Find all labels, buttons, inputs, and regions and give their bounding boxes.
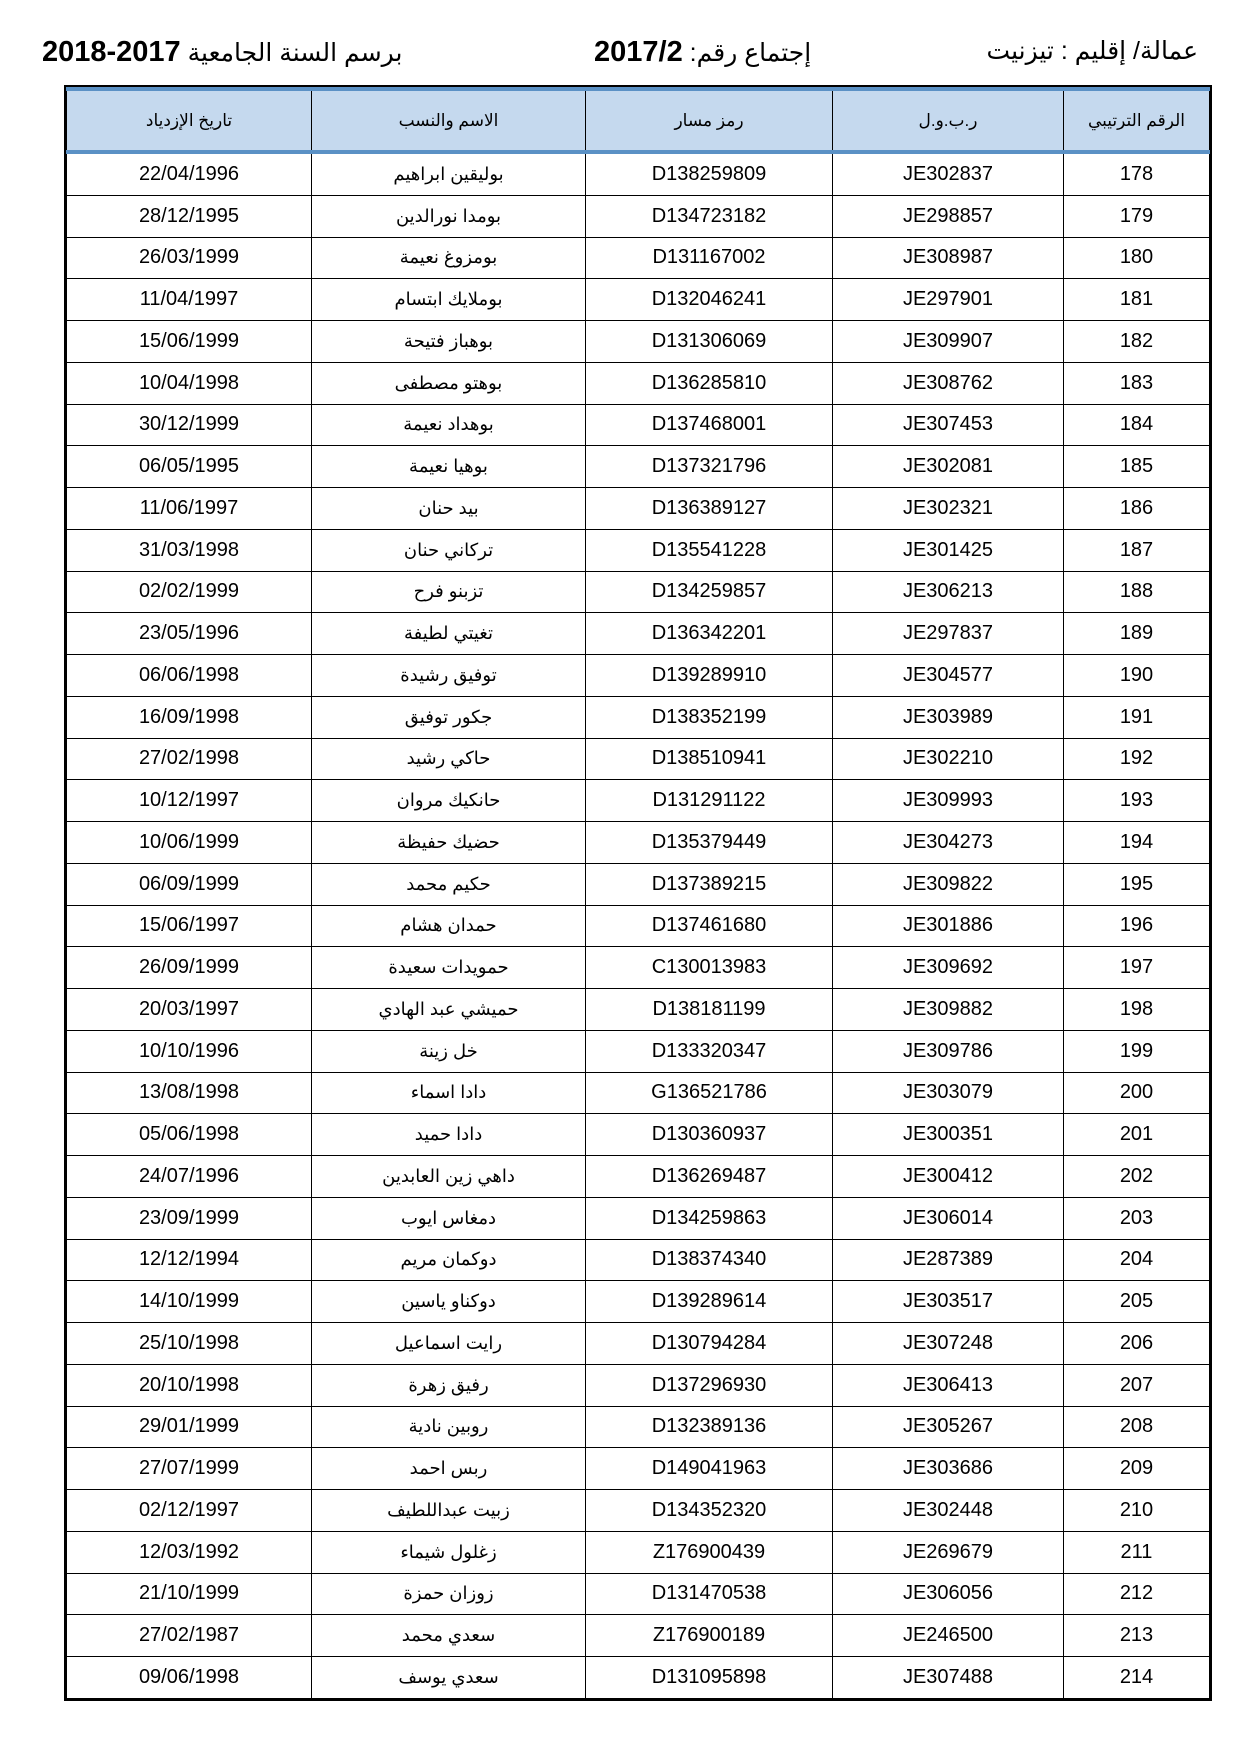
cell-full-name: دادا حميد bbox=[312, 1114, 586, 1156]
cell-serial: 190 bbox=[1064, 655, 1210, 697]
table-row bbox=[67, 152, 1210, 195]
cell-birth-date: 26/09/1999 bbox=[67, 947, 312, 989]
cell-birth-date: 27/07/1999 bbox=[67, 1448, 312, 1490]
cell-serial: 179 bbox=[1064, 195, 1210, 237]
cell-cne: JE309786 bbox=[833, 1030, 1064, 1072]
cell-massar-code: D138181199 bbox=[586, 989, 833, 1031]
cell-cne: JE307248 bbox=[833, 1323, 1064, 1365]
academic-year bbox=[42, 36, 402, 69]
table-row bbox=[67, 947, 1210, 989]
roster-table-container bbox=[64, 85, 1212, 1701]
cell-serial: 183 bbox=[1064, 362, 1210, 404]
column-header-full-name: الاسم والنسب bbox=[312, 89, 586, 152]
cell-birth-date: 23/05/1996 bbox=[67, 613, 312, 655]
table-row bbox=[67, 1657, 1210, 1699]
cell-serial: 194 bbox=[1064, 822, 1210, 864]
cell-cne: JE303989 bbox=[833, 696, 1064, 738]
cell-birth-date: 10/10/1996 bbox=[67, 1030, 312, 1072]
cell-full-name: بوهباز فتيحة bbox=[312, 321, 586, 363]
table-row bbox=[67, 989, 1210, 1031]
cell-full-name: تركاني حنان bbox=[312, 529, 586, 571]
cell-birth-date: 24/07/1996 bbox=[67, 1156, 312, 1198]
cell-massar-code: D137321796 bbox=[586, 446, 833, 488]
cell-serial: 184 bbox=[1064, 404, 1210, 446]
cell-massar-code: D136342201 bbox=[586, 613, 833, 655]
cell-massar-code: D137468001 bbox=[586, 404, 833, 446]
table-row bbox=[67, 696, 1210, 738]
cell-full-name: حضيك حفيظة bbox=[312, 822, 586, 864]
cell-serial: 180 bbox=[1064, 237, 1210, 279]
cell-birth-date: 28/12/1995 bbox=[67, 195, 312, 237]
cell-serial: 185 bbox=[1064, 446, 1210, 488]
table-row bbox=[67, 1490, 1210, 1532]
cell-birth-date: 11/04/1997 bbox=[67, 279, 312, 321]
academic-year-label: برسم السنة الجامعية bbox=[187, 39, 403, 67]
cell-serial: 204 bbox=[1064, 1239, 1210, 1281]
table-row bbox=[67, 905, 1210, 947]
cell-serial: 208 bbox=[1064, 1406, 1210, 1448]
cell-full-name: حاكي رشيد bbox=[312, 738, 586, 780]
table-row bbox=[67, 1156, 1210, 1198]
cell-serial: 189 bbox=[1064, 613, 1210, 655]
table-row bbox=[67, 738, 1210, 780]
cell-birth-date: 06/06/1998 bbox=[67, 655, 312, 697]
cell-massar-code: D131470538 bbox=[586, 1573, 833, 1615]
cell-full-name: توفيق رشيدة bbox=[312, 655, 586, 697]
table-row bbox=[67, 822, 1210, 864]
cell-serial: 206 bbox=[1064, 1323, 1210, 1365]
cell-cne: JE306014 bbox=[833, 1197, 1064, 1239]
cell-full-name: خل زينة bbox=[312, 1030, 586, 1072]
table-row bbox=[67, 1573, 1210, 1615]
table-row bbox=[67, 237, 1210, 279]
cell-full-name: بوهتو مصطفى bbox=[312, 362, 586, 404]
table-row bbox=[67, 655, 1210, 697]
cell-massar-code: D134259857 bbox=[586, 571, 833, 613]
cell-serial: 192 bbox=[1064, 738, 1210, 780]
cell-full-name: رفيق زهرة bbox=[312, 1364, 586, 1406]
cell-birth-date: 15/06/1999 bbox=[67, 321, 312, 363]
cell-massar-code: D136269487 bbox=[586, 1156, 833, 1198]
table-row bbox=[67, 488, 1210, 530]
table-row bbox=[67, 863, 1210, 905]
cell-birth-date: 29/01/1999 bbox=[67, 1406, 312, 1448]
cell-birth-date: 05/06/1998 bbox=[67, 1114, 312, 1156]
cell-serial: 202 bbox=[1064, 1156, 1210, 1198]
cell-massar-code: D139289910 bbox=[586, 655, 833, 697]
cell-full-name: زغلول شيماء bbox=[312, 1531, 586, 1573]
cell-full-name: حميشي عبد الهادي bbox=[312, 989, 586, 1031]
cell-serial: 181 bbox=[1064, 279, 1210, 321]
cell-full-name: زوزان حمزة bbox=[312, 1573, 586, 1615]
cell-birth-date: 26/03/1999 bbox=[67, 237, 312, 279]
cell-serial: 188 bbox=[1064, 571, 1210, 613]
column-header-serial: الرقم الترتيبي bbox=[1064, 89, 1210, 152]
cell-birth-date: 15/06/1997 bbox=[67, 905, 312, 947]
cell-full-name: سعدي محمد bbox=[312, 1615, 586, 1657]
cell-massar-code: D136285810 bbox=[586, 362, 833, 404]
table-header-row bbox=[67, 89, 1210, 152]
table-row bbox=[67, 1531, 1210, 1573]
cell-full-name: بوهداد نعيمة bbox=[312, 404, 586, 446]
cell-full-name: بيد حنان bbox=[312, 488, 586, 530]
meeting-number-value: 2017/2 bbox=[594, 36, 683, 68]
meeting-number-label: إجتماع رقم: bbox=[689, 39, 812, 67]
cell-cne: JE309822 bbox=[833, 863, 1064, 905]
cell-massar-code: D137389215 bbox=[586, 863, 833, 905]
cell-cne: JE303517 bbox=[833, 1281, 1064, 1323]
cell-full-name: حمويدات سعيدة bbox=[312, 947, 586, 989]
cell-serial: 182 bbox=[1064, 321, 1210, 363]
roster-table-body bbox=[67, 152, 1210, 1698]
cell-full-name: داهي زين العابدين bbox=[312, 1156, 586, 1198]
cell-serial: 210 bbox=[1064, 1490, 1210, 1532]
cell-massar-code: D135541228 bbox=[586, 529, 833, 571]
province-label: عمالة/ إقليم : تيزنيت bbox=[986, 37, 1198, 65]
table-row bbox=[67, 362, 1210, 404]
cell-cne: JE303079 bbox=[833, 1072, 1064, 1114]
cell-massar-code: G136521786 bbox=[586, 1072, 833, 1114]
table-row bbox=[67, 1615, 1210, 1657]
table-row bbox=[67, 1448, 1210, 1490]
cell-massar-code: D131291122 bbox=[586, 780, 833, 822]
cell-massar-code: Z176900439 bbox=[586, 1531, 833, 1573]
cell-birth-date: 14/10/1999 bbox=[67, 1281, 312, 1323]
cell-full-name: تزبنو فرح bbox=[312, 571, 586, 613]
cell-serial: 196 bbox=[1064, 905, 1210, 947]
cell-massar-code: D131095898 bbox=[586, 1657, 833, 1699]
cell-cne: JE302321 bbox=[833, 488, 1064, 530]
cell-serial: 201 bbox=[1064, 1114, 1210, 1156]
table-row bbox=[67, 1072, 1210, 1114]
table-row bbox=[67, 195, 1210, 237]
cell-massar-code: Z176900189 bbox=[586, 1615, 833, 1657]
cell-cne: JE303686 bbox=[833, 1448, 1064, 1490]
cell-full-name: جكور توفيق bbox=[312, 696, 586, 738]
cell-full-name: حانكيك مروان bbox=[312, 780, 586, 822]
table-row bbox=[67, 1030, 1210, 1072]
roster-table bbox=[66, 87, 1210, 1699]
cell-massar-code: D137296930 bbox=[586, 1364, 833, 1406]
cell-cne: JE298857 bbox=[833, 195, 1064, 237]
cell-birth-date: 20/03/1997 bbox=[67, 989, 312, 1031]
cell-massar-code: C130013983 bbox=[586, 947, 833, 989]
cell-birth-date: 10/12/1997 bbox=[67, 780, 312, 822]
cell-birth-date: 16/09/1998 bbox=[67, 696, 312, 738]
cell-birth-date: 06/05/1995 bbox=[67, 446, 312, 488]
cell-full-name: بوهيا نعيمة bbox=[312, 446, 586, 488]
cell-cne: JE306056 bbox=[833, 1573, 1064, 1615]
cell-birth-date: 06/09/1999 bbox=[67, 863, 312, 905]
cell-massar-code: D135379449 bbox=[586, 822, 833, 864]
cell-cne: JE269679 bbox=[833, 1531, 1064, 1573]
table-row bbox=[67, 1364, 1210, 1406]
cell-cne: JE301886 bbox=[833, 905, 1064, 947]
cell-serial: 212 bbox=[1064, 1573, 1210, 1615]
column-header-cne: ر.ب.و.ل bbox=[833, 89, 1064, 152]
cell-cne: JE302448 bbox=[833, 1490, 1064, 1532]
cell-cne: JE309692 bbox=[833, 947, 1064, 989]
cell-massar-code: D134352320 bbox=[586, 1490, 833, 1532]
cell-cne: JE309907 bbox=[833, 321, 1064, 363]
cell-full-name: بوليقين ابراهيم bbox=[312, 152, 586, 195]
cell-cne: JE308762 bbox=[833, 362, 1064, 404]
table-row bbox=[67, 780, 1210, 822]
cell-full-name: دمغاس ايوب bbox=[312, 1197, 586, 1239]
table-row bbox=[67, 1114, 1210, 1156]
cell-full-name: ربس احمد bbox=[312, 1448, 586, 1490]
cell-birth-date: 12/12/1994 bbox=[67, 1239, 312, 1281]
table-row bbox=[67, 1406, 1210, 1448]
table-row bbox=[67, 279, 1210, 321]
cell-serial: 213 bbox=[1064, 1615, 1210, 1657]
cell-massar-code: D131306069 bbox=[586, 321, 833, 363]
cell-massar-code: D139289614 bbox=[586, 1281, 833, 1323]
cell-serial: 191 bbox=[1064, 696, 1210, 738]
cell-full-name: بومزوغ نعيمة bbox=[312, 237, 586, 279]
table-row bbox=[67, 404, 1210, 446]
table-row bbox=[67, 1323, 1210, 1365]
cell-full-name: زبيت عبداللطيف bbox=[312, 1490, 586, 1532]
cell-cne: JE306413 bbox=[833, 1364, 1064, 1406]
cell-massar-code: D132046241 bbox=[586, 279, 833, 321]
column-header-massar-code: رمز مسار bbox=[586, 89, 833, 152]
cell-cne: JE297901 bbox=[833, 279, 1064, 321]
cell-birth-date: 11/06/1997 bbox=[67, 488, 312, 530]
meeting-number bbox=[594, 36, 811, 69]
cell-cne: JE306213 bbox=[833, 571, 1064, 613]
cell-full-name: بومدا نورالدين bbox=[312, 195, 586, 237]
cell-serial: 198 bbox=[1064, 989, 1210, 1031]
cell-serial: 195 bbox=[1064, 863, 1210, 905]
cell-serial: 207 bbox=[1064, 1364, 1210, 1406]
table-row bbox=[67, 1281, 1210, 1323]
cell-cne: JE309993 bbox=[833, 780, 1064, 822]
cell-full-name: سعدي يوسف bbox=[312, 1657, 586, 1699]
cell-cne: JE302081 bbox=[833, 446, 1064, 488]
cell-birth-date: 09/06/1998 bbox=[67, 1657, 312, 1699]
cell-serial: 197 bbox=[1064, 947, 1210, 989]
table-row bbox=[67, 613, 1210, 655]
cell-cne: JE297837 bbox=[833, 613, 1064, 655]
cell-full-name: دادا اسماء bbox=[312, 1072, 586, 1114]
cell-cne: JE309882 bbox=[833, 989, 1064, 1031]
cell-full-name: رايت اسماعيل bbox=[312, 1323, 586, 1365]
cell-birth-date: 02/12/1997 bbox=[67, 1490, 312, 1532]
cell-full-name: حمدان هشام bbox=[312, 905, 586, 947]
cell-full-name: تغيتي لطيفة bbox=[312, 613, 586, 655]
cell-serial: 211 bbox=[1064, 1531, 1210, 1573]
table-row bbox=[67, 321, 1210, 363]
cell-serial: 187 bbox=[1064, 529, 1210, 571]
cell-cne: JE304577 bbox=[833, 655, 1064, 697]
cell-massar-code: D149041963 bbox=[586, 1448, 833, 1490]
academic-year-value: 2018-2017 bbox=[42, 36, 181, 68]
cell-birth-date: 12/03/1992 bbox=[67, 1531, 312, 1573]
cell-massar-code: D134259863 bbox=[586, 1197, 833, 1239]
cell-serial: 178 bbox=[1064, 152, 1210, 195]
cell-massar-code: D132389136 bbox=[586, 1406, 833, 1448]
cell-birth-date: 22/04/1996 bbox=[67, 152, 312, 195]
cell-serial: 214 bbox=[1064, 1657, 1210, 1699]
cell-birth-date: 10/06/1999 bbox=[67, 822, 312, 864]
cell-massar-code: D131167002 bbox=[586, 237, 833, 279]
table-row bbox=[67, 529, 1210, 571]
cell-massar-code: D136389127 bbox=[586, 488, 833, 530]
cell-birth-date: 02/02/1999 bbox=[67, 571, 312, 613]
cell-cne: JE307453 bbox=[833, 404, 1064, 446]
cell-birth-date: 25/10/1998 bbox=[67, 1323, 312, 1365]
cell-cne: JE302837 bbox=[833, 152, 1064, 195]
cell-serial: 205 bbox=[1064, 1281, 1210, 1323]
cell-birth-date: 20/10/1998 bbox=[67, 1364, 312, 1406]
cell-massar-code: D134723182 bbox=[586, 195, 833, 237]
cell-cne: JE304273 bbox=[833, 822, 1064, 864]
cell-birth-date: 30/12/1999 bbox=[67, 404, 312, 446]
cell-massar-code: D138352199 bbox=[586, 696, 833, 738]
cell-birth-date: 21/10/1999 bbox=[67, 1573, 312, 1615]
table-row bbox=[67, 1197, 1210, 1239]
cell-full-name: دوكناو ياسين bbox=[312, 1281, 586, 1323]
cell-massar-code: D130794284 bbox=[586, 1323, 833, 1365]
cell-serial: 200 bbox=[1064, 1072, 1210, 1114]
cell-full-name: روبين نادية bbox=[312, 1406, 586, 1448]
cell-serial: 199 bbox=[1064, 1030, 1210, 1072]
cell-birth-date: 10/04/1998 bbox=[67, 362, 312, 404]
table-row bbox=[67, 1239, 1210, 1281]
cell-massar-code: D138259809 bbox=[586, 152, 833, 195]
cell-massar-code: D133320347 bbox=[586, 1030, 833, 1072]
cell-massar-code: D130360937 bbox=[586, 1114, 833, 1156]
cell-massar-code: D137461680 bbox=[586, 905, 833, 947]
table-row bbox=[67, 446, 1210, 488]
table-row bbox=[67, 571, 1210, 613]
cell-cne: JE246500 bbox=[833, 1615, 1064, 1657]
cell-massar-code: D138374340 bbox=[586, 1239, 833, 1281]
cell-birth-date: 27/02/1998 bbox=[67, 738, 312, 780]
cell-cne: JE300412 bbox=[833, 1156, 1064, 1198]
cell-serial: 193 bbox=[1064, 780, 1210, 822]
cell-cne: JE300351 bbox=[833, 1114, 1064, 1156]
cell-serial: 186 bbox=[1064, 488, 1210, 530]
cell-cne: JE287389 bbox=[833, 1239, 1064, 1281]
cell-cne: JE308987 bbox=[833, 237, 1064, 279]
cell-serial: 209 bbox=[1064, 1448, 1210, 1490]
cell-massar-code: D138510941 bbox=[586, 738, 833, 780]
cell-birth-date: 31/03/1998 bbox=[67, 529, 312, 571]
cell-full-name: حكيم محمد bbox=[312, 863, 586, 905]
cell-cne: JE307488 bbox=[833, 1657, 1064, 1699]
cell-serial: 203 bbox=[1064, 1197, 1210, 1239]
column-header-birth-date: تاريخ الإزدياد bbox=[67, 89, 312, 152]
cell-cne: JE305267 bbox=[833, 1406, 1064, 1448]
cell-birth-date: 13/08/1998 bbox=[67, 1072, 312, 1114]
cell-full-name: دوكمان مريم bbox=[312, 1239, 586, 1281]
cell-birth-date: 27/02/1987 bbox=[67, 1615, 312, 1657]
cell-birth-date: 23/09/1999 bbox=[67, 1197, 312, 1239]
page-header bbox=[42, 36, 1198, 76]
cell-full-name: بوملايك ابتسام bbox=[312, 279, 586, 321]
cell-cne: JE301425 bbox=[833, 529, 1064, 571]
cell-cne: JE302210 bbox=[833, 738, 1064, 780]
